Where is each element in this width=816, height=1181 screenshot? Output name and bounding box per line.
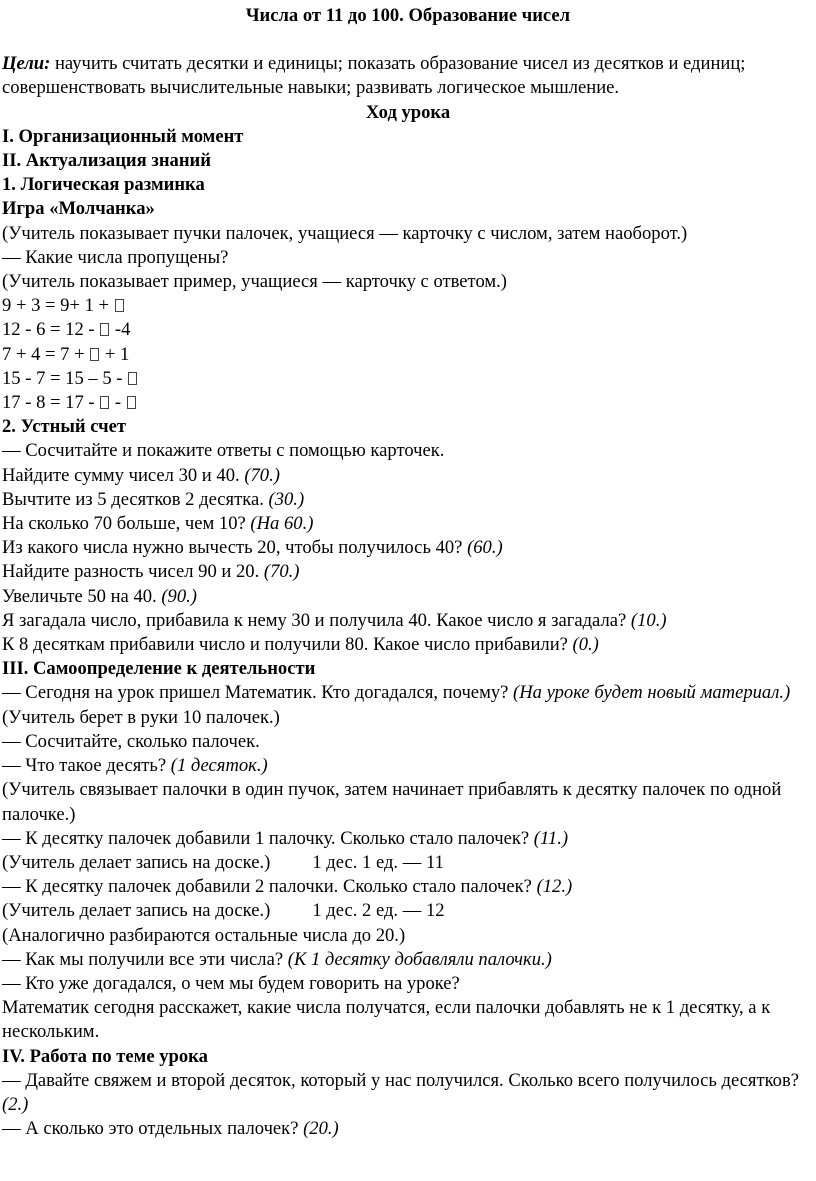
- text-line: — К десятку палочек добавили 1 палочку. Сколько стало палочек? (11.): [2, 827, 569, 849]
- answer: (90.): [161, 585, 197, 607]
- text-line: — Что такое десять? (1 десяток.): [2, 755, 268, 777]
- blank-box-icon: [90, 348, 99, 361]
- text-line: — А сколько это отдельных палочек? (20.): [2, 1118, 339, 1140]
- equation-line: 7 + 4 = 7 + + 1: [2, 343, 130, 365]
- section-heading-4: IV. Работа по теме урока: [2, 1045, 208, 1067]
- page-title: Числа от 11 до 100. Образование чисел: [245, 5, 571, 26]
- equation-line: 9 + 3 = 9+ 1 +: [2, 294, 814, 318]
- board-note: (Учитель делает запись на доске.) 1 дес. 1 ед. — 11: [2, 851, 444, 873]
- text-line: (Учитель берет в руки 10 палочек.): [2, 706, 280, 728]
- oral-question: К 8 десяткам прибавили число и получили 80. Какое число прибавили? (0.): [2, 634, 599, 656]
- text-line: (Учитель связывает палочки в один пучок, затем начинает прибавлять к десятку палочек по одной палочке.): [2, 779, 782, 825]
- answer: (На 60.): [250, 513, 314, 535]
- answer: (10.): [630, 609, 667, 631]
- blank-box-icon: [128, 372, 137, 385]
- oral-question: На сколько 70 больше, чем 10? (На 60.): [2, 513, 314, 535]
- answer: (0.): [572, 634, 599, 656]
- text-line: — Давайте свяжем и второй десяток, который у нас получился. Сколько всего получилось десятков? (2.): [2, 1069, 800, 1115]
- oral-question: Я загадала число, прибавила к нему 30 и получила 40. Какое число я загадала? (10.): [2, 609, 667, 631]
- answer: (70.): [263, 561, 300, 583]
- blank-box-icon: [127, 396, 136, 409]
- goals-label: Цели:: [2, 53, 51, 75]
- lesson-heading: Ход урока: [365, 101, 451, 123]
- text-line: Математик сегодня расскажет, какие числа получатся, если палочки добавлять не к 1 десятку, а к нескольким.: [2, 997, 771, 1043]
- answer: (К 1 десятку добавляли палочки.): [287, 948, 552, 970]
- text-line: — Кто уже догадался, о чем мы будем говорить на уроке?: [2, 972, 460, 994]
- text-line: — Сегодня на урок пришел Математик. Кто догадался, почему? (На уроке будет новый материал.): [2, 682, 791, 704]
- oral-question: Найдите разность чисел 90 и 20. (70.): [2, 561, 300, 583]
- answer: (На уроке будет новый материал.): [513, 682, 791, 704]
- subsection-heading-warmup: 1. Логическая разминка: [2, 174, 205, 196]
- text-line: — Как мы получили все эти числа? (К 1 десятку добавляли палочки.): [2, 948, 552, 970]
- text-line: (Учитель показывает пучки палочек, учащиеся — карточку с числом, затем наоборот.): [2, 222, 688, 244]
- blank-box-icon: [100, 323, 109, 336]
- answer: (1 десяток.): [170, 755, 268, 777]
- answer: (2.): [2, 1093, 29, 1115]
- board-record: 1 дес. 1 ед. — 11: [312, 851, 444, 873]
- oral-question: Найдите сумму чисел 30 и 40. (70.): [2, 464, 280, 486]
- oral-question: Из какого числа нужно вычесть 20, чтобы получилось 40? (60.): [2, 537, 503, 559]
- subsection-heading-oral: 2. Устный счет: [2, 416, 126, 438]
- text-line: (Аналогично разбираются остальные числа до 20.): [2, 924, 406, 946]
- section-heading-2: II. Актуализация знаний: [2, 150, 211, 172]
- text-line: — Сосчитайте и покажите ответы с помощью карточек.: [2, 440, 445, 462]
- equation-line: 12 - 6 = 12 - -4: [2, 319, 131, 341]
- board-record: 1 дес. 2 ед. — 12: [312, 900, 445, 922]
- oral-question: Увеличьте 50 на 40. (90.): [2, 585, 197, 607]
- section-heading-3: III. Самоопределение к деятельности: [2, 658, 316, 680]
- blank-box-icon: [115, 299, 124, 312]
- answer: (11.): [533, 827, 569, 849]
- answer: (30.): [268, 488, 305, 510]
- equation-line: 15 - 7 = 15 – 5 -: [2, 367, 814, 391]
- answer: (70.): [244, 464, 280, 486]
- board-note: (Учитель делает запись на доске.) 1 дес. 2 ед. — 12: [2, 900, 445, 922]
- game-heading: Игра «Молчанка»: [2, 198, 155, 220]
- text-line: — Сосчитайте, сколько палочек.: [2, 730, 260, 752]
- goals-text: научить считать десятки и единицы; показать образование чисел из десятков и единиц; совершенствовать вычислительные навыки; развивать логическое мышление.: [2, 53, 746, 99]
- text-line: — К десятку палочек добавили 2 палочки. Сколько стало палочек? (12.): [2, 876, 573, 898]
- equation-line: 17 - 8 = 17 - -: [2, 391, 814, 415]
- blank-box-icon: [100, 396, 109, 409]
- answer: (20.): [303, 1118, 339, 1140]
- oral-question: Вычтите из 5 десятков 2 десятка. (30.): [2, 488, 305, 510]
- section-heading-1: I. Организационный момент: [2, 125, 244, 147]
- goals-paragraph: [2, 52, 814, 100]
- text-line: (Учитель показывает пример, учащиеся — карточку с ответом.): [2, 271, 507, 293]
- text-line: — Какие числа пропущены?: [2, 246, 229, 268]
- answer: (12.): [536, 876, 573, 898]
- answer: (60.): [467, 537, 503, 559]
